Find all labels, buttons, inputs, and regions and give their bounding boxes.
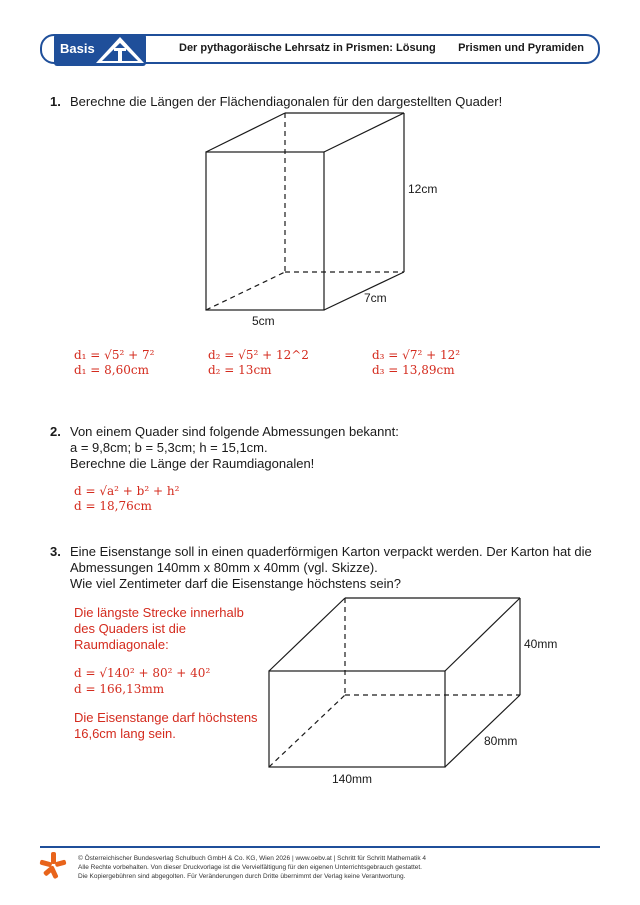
label-width-5cm: 5cm — [252, 314, 275, 328]
task-1-number: 1. — [50, 94, 61, 109]
task-3-line-3: Wie viel Zentimeter darf die Eisenstange höchstens sein? — [70, 576, 401, 591]
task-1-result-d2: d₂ = 13cm — [208, 363, 272, 377]
task-3-line-2: Abmessungen 140mm x 80mm x 40mm (vgl. Skizze). — [70, 560, 378, 575]
worksheet-title: Der pythagoräische Lehrsatz in Prismen: Lösung — [179, 42, 436, 54]
task-3-formula: d = √140² + 80² + 40² — [74, 666, 211, 680]
task-3-line-1: Eine Eisenstange soll in einen quaderförmigen Karton verpackt werden. Der Karton hat die — [70, 544, 592, 559]
footer-copyright — [78, 854, 426, 881]
label-width-140mm: 140mm — [332, 772, 373, 786]
footer-line-3: Die Kopiergebühren sind abgegolten. Für Veränderungen durch Dritte übernimmt der Verlag keine Verantwortung. — [78, 873, 406, 880]
footer-line-1: © Österreichischer Bundesverlag Schulbuch GmbH & Co. KG, Wien 2026 | www.oebv.at | Schritt für Schritt Mathematik 4 — [78, 855, 426, 862]
task-2-result: d = 18,76cm — [74, 499, 152, 513]
task-2-number: 2. — [50, 424, 61, 439]
label-depth-7cm: 7cm — [364, 291, 387, 305]
task-3-answer-2: 16,6cm lang sein. — [74, 726, 176, 741]
task-2-line-1: Von einem Quader sind folgende Abmessungen bekannt: — [70, 424, 399, 439]
task-1-formula-d2: d₂ = √5² + 12^2 — [208, 348, 309, 362]
task-1-result-d1: d₁ = 8,60cm — [74, 363, 149, 377]
task-3-explain-1: Die längste Strecke innerhalb — [74, 605, 244, 620]
task-3-explain-2: des Quaders ist die — [74, 621, 187, 636]
task-3-result: d = 166,13mm — [74, 682, 165, 696]
task-2-line-2: a = 9,8cm; b = 5,3cm; h = 15,1cm. — [70, 440, 268, 455]
label-height-12cm: 12cm — [408, 182, 438, 196]
task-1-result-d3: d₃ = 13,89cm — [372, 363, 455, 377]
label-height-40mm: 40mm — [524, 637, 558, 651]
chapter-title: Prismen und Pyramiden — [458, 42, 584, 54]
publisher-star-icon — [40, 852, 66, 880]
task-3-answer-1: Die Eisenstange darf höchstens — [74, 710, 258, 725]
task-1-formula-d1: d₁ = √5² + 7² — [74, 348, 155, 362]
basis-label: Basis — [60, 41, 95, 56]
task-2-formula: d = √a² + b² + h² — [74, 484, 180, 498]
task-3-number: 3. — [50, 544, 61, 559]
footer-line-2: Alle Rechte vorbehalten. Von dieser Druckvorlage ist die Vervielfältigung für den eigenen Unterrichtsgebrauch gestattet. — [78, 864, 422, 871]
label-depth-80mm: 80mm — [484, 734, 518, 748]
task-3-explain-3: Raumdiagonale: — [74, 637, 169, 652]
footer-divider — [40, 846, 600, 848]
task-1-formula-d3: d₃ = √7² + 12² — [372, 348, 461, 362]
task-1-text: Berechne die Längen der Flächendiagonalen für den dargestellten Quader! — [70, 94, 503, 109]
task-2-line-3: Berechne die Länge der Raumdiagonalen! — [70, 456, 315, 471]
